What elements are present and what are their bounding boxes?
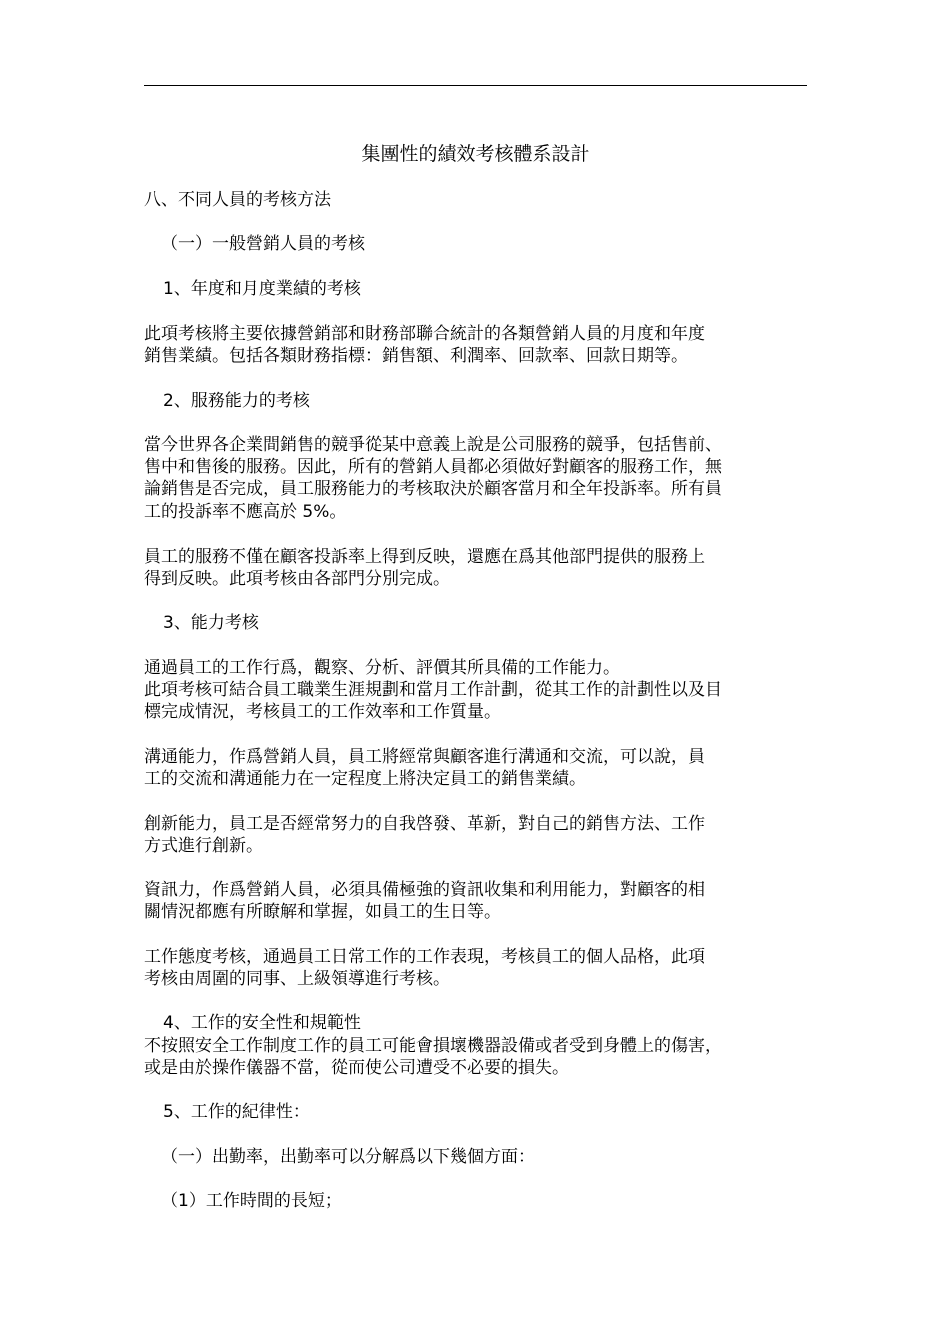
- paragraph-line: 得到反映。此項考核由各部門分別完成。: [144, 569, 450, 589]
- paragraph-line: 工的投訴率不應高於 5%。: [144, 502, 347, 522]
- paragraph-line: 員工的服務不僅在顧客投訴率上得到反映，還應在爲其他部門提供的服務上: [144, 547, 705, 567]
- paragraph-line: 或是由於操作儀器不當，從而使公司遭受不必要的損失。: [144, 1058, 569, 1078]
- paragraph-line: 考核由周圍的同事、上級領導進行考核。: [144, 969, 450, 989]
- paragraph-line: 此項考核可結合員工職業生涯規劃和當月工作計劃，從其工作的計劃性以及目: [144, 680, 722, 700]
- item-heading-5: 5、工作的紀律性：: [163, 1102, 310, 1122]
- paragraph-line: 售中和售後的服務。因此，所有的營銷人員都必須做好對顧客的服務工作，無: [144, 457, 722, 477]
- section-heading: 八、不同人員的考核方法: [144, 190, 331, 210]
- paragraph-line: 工作態度考核，通過員工日常工作的工作表現，考核員工的個人品格，此項: [144, 947, 705, 967]
- item-heading-2: 2、服務能力的考核: [163, 391, 310, 411]
- paragraph-line: 不按照安全工作制度工作的員工可能會損壞機器設備或者受到身體上的傷害，: [144, 1036, 722, 1056]
- paragraph-line: 溝通能力，作爲營銷人員，員工將經常與顧客進行溝通和交流，可以說，員: [144, 747, 705, 767]
- paragraph-line: 工的交流和溝通能力在一定程度上將決定員工的銷售業績。: [144, 769, 586, 789]
- paragraph-line: 創新能力，員工是否經常努力的自我啓發、革新，對自己的銷售方法、工作: [144, 814, 705, 834]
- paragraph-line: 通過員工的工作行爲，觀察、分析、評價其所具備的工作能力。: [144, 658, 620, 678]
- paragraph-line: 標完成情況，考核員工的工作效率和工作質量。: [144, 702, 501, 722]
- item-heading-4: 4、工作的安全性和規範性: [163, 1013, 361, 1033]
- paragraph-line: 銷售業績。包括各類財務指標：銷售額、利潤率、回款率、回款日期等。: [144, 346, 688, 366]
- document-title: 集團性的績效考核體系設計: [361, 143, 590, 165]
- subsection-heading: （一）一般營銷人員的考核: [161, 234, 365, 254]
- header-rule: [144, 85, 807, 86]
- paragraph-line: 關情況都應有所瞭解和掌握，如員工的生日等。: [144, 902, 501, 922]
- paragraph-line: 資訊力，作爲營銷人員，必須具備極強的資訊收集和利用能力，對顧客的相: [144, 880, 705, 900]
- paragraph-line: 方式進行創新。: [144, 836, 263, 856]
- sub-item-heading: （一）出勤率，出勤率可以分解爲以下幾個方面：: [161, 1147, 535, 1167]
- item-heading-3: 3、能力考核: [163, 613, 259, 633]
- paragraph-line: 當今世界各企業間銷售的競爭從某中意義上說是公司服務的競爭，包括售前、: [144, 435, 722, 455]
- item-heading-1: 1、年度和月度業績的考核: [163, 279, 361, 299]
- paragraph-line: 此項考核將主要依據營銷部和財務部聯合統計的各類營銷人員的月度和年度: [144, 324, 705, 344]
- sub-item-line: （1）工作時間的長短；: [161, 1191, 342, 1211]
- paragraph-line: 論銷售是否完成，員工服務能力的考核取決於顧客當月和全年投訴率。所有員: [144, 479, 722, 499]
